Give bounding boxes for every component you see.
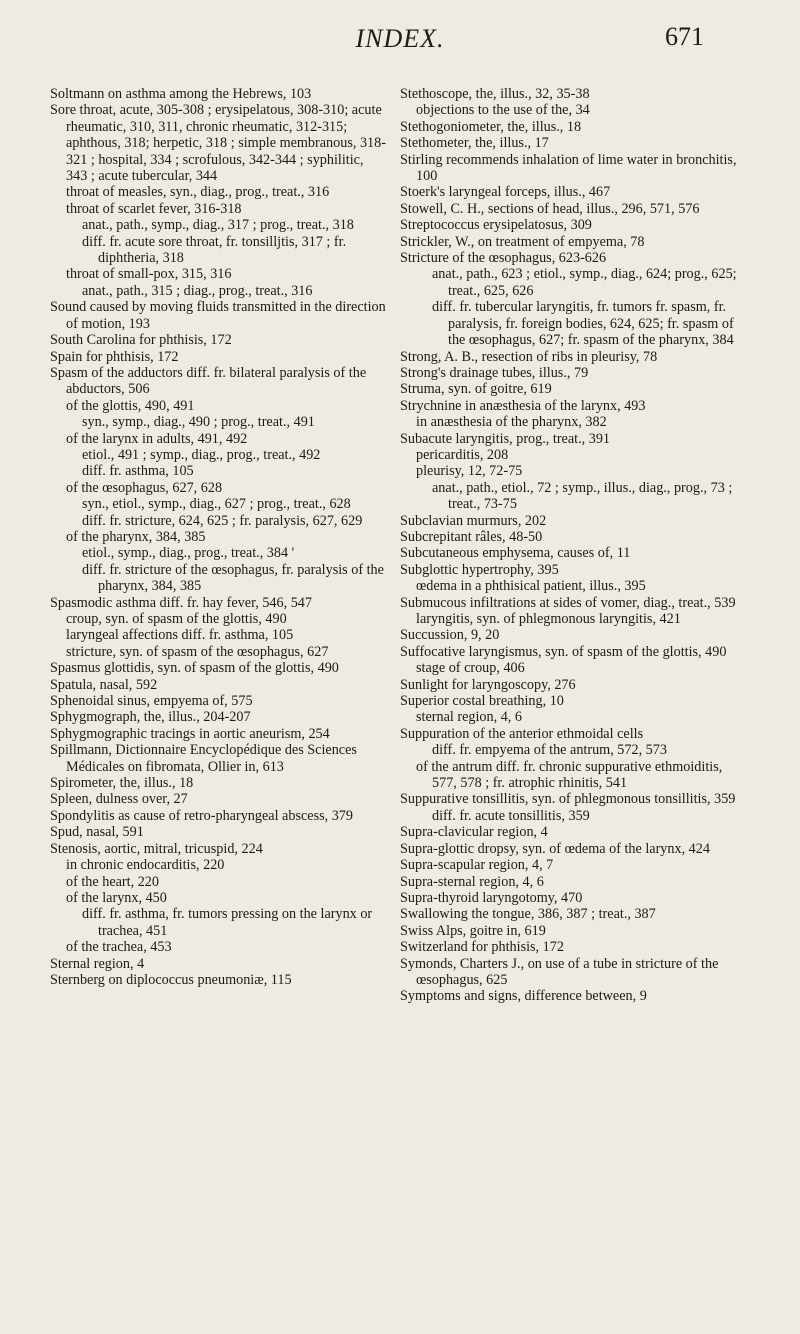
index-entry: Suffocative laryngismus, syn. of spasm of the glottis, 490 <box>400 643 727 660</box>
index-entry: Supra-thyroid laryngotomy, 470 <box>400 889 583 906</box>
index-entry: Soltmann on asthma among the Hebrews, 103 <box>50 86 312 102</box>
index-entry: of the pharynx, 384, 385 <box>66 528 206 545</box>
index-entry: Swallowing the tongue, 386, 387 ; treat., 387 <box>400 906 656 923</box>
index-entry: Sunlight for laryngoscopy, 276 <box>400 676 576 693</box>
index-entry: throat of scarlet fever, 316-318 <box>66 200 242 217</box>
index-entry: Subacute laryngitis, prog., treat., 391 <box>400 430 611 447</box>
index-entry: pleurisy, 12, 72-75 <box>416 463 523 480</box>
right-column <box>400 86 740 1005</box>
index-entry: Symptoms and signs, difference between, 9 <box>400 988 647 1005</box>
index-entry: in chronic endocarditis, 220 <box>66 857 225 874</box>
index-entry: etiol., 491 ; symp., diag., prog., treat., 492 <box>82 446 321 463</box>
index-entry: Submucous infiltrations at sides of vomer, diag., treat., 539 <box>400 594 736 611</box>
index-entry: Spud, nasal, 591 <box>50 824 144 841</box>
index-entry: Symonds, Charters J., on use of a tube in stricture of the œsophagus, 625 <box>400 955 719 988</box>
index-entry: of the heart, 220 <box>66 873 159 890</box>
index-entry: of the trachea, 453 <box>66 939 172 956</box>
index-entry: Suppurative tonsillitis, syn. of phlegmonous tonsillitis, 359 <box>400 791 736 808</box>
index-entry: diff. fr. acute tonsillitis, 359 <box>432 807 590 824</box>
index-entry: Sore throat, acute, 305-308 ; erysipelatous, 308-310; acute rheumatic, 310, 311, chronic rheumatic, 312-315; aphthous, 318; herpetic, 318 ; simple membranous, 318-321 ; hospital, 334 ; scrofulous, 342-344 ; syphilitic, 343 ; acute tubercular, 344 <box>50 102 386 185</box>
page-number: 671 <box>665 22 704 51</box>
index-entry: syn., etiol., symp., diag., 627 ; prog., treat., 628 <box>82 496 351 513</box>
index-entry: anat., path., etiol., 72 ; symp., illus., diag., prog., 73 ; treat., 73-75 <box>432 479 733 513</box>
index-entry: Stenosis, aortic, mitral, tricuspid, 224 <box>50 840 263 857</box>
index-entry: laryngeal affections diff. fr. asthma, 105 <box>66 627 294 644</box>
index-entry: Strong, A. B., resection of ribs in pleurisy, 78 <box>400 348 658 365</box>
index-entry: Spirometer, the, illus., 18 <box>50 775 194 792</box>
index-entry: throat of measles, syn., diag., prog., treat., 316 <box>66 184 330 201</box>
index-entry: Subcrepitant râles, 48-50 <box>400 528 543 545</box>
index-entry: œdema in a phthisical patient, illus., 395 <box>416 578 646 595</box>
index-entry: South Carolina for phthisis, 172 <box>50 332 232 349</box>
index-entry: of the œsophagus, 627, 628 <box>66 479 223 496</box>
index-entry: Spatula, nasal, 592 <box>50 676 158 693</box>
index-entry: Switzerland for phthisis, 172 <box>400 939 564 956</box>
index-entry: of the larynx, 450 <box>66 889 167 906</box>
index-entry: Spillmann, Dictionnaire Encyclopédique des Sciences Médicales on fibromata, Ollier in, 613 <box>50 742 357 775</box>
index-entry: objections to the use of the, 34 <box>416 102 590 119</box>
index-entry: Supra-clavicular region, 4 <box>400 824 548 841</box>
index-entry: Stricture of the œsophagus, 623-626 <box>400 250 607 267</box>
index-entry: diff. fr. stricture of the œsophagus, fr. paralysis of the pharynx, 384, 385 <box>82 561 384 595</box>
index-entry: diff. fr. asthma, 105 <box>82 463 194 480</box>
index-entry: Sphygmograph, the, illus., 204-207 <box>50 709 251 726</box>
index-entry: Subclavian murmurs, 202 <box>400 512 547 529</box>
index-entry: croup, syn. of spasm of the glottis, 490 <box>66 611 287 627</box>
index-entry: diff. fr. acute sore throat, fr. tonsilljtis, 317 ; fr. diphtheria, 318 <box>82 233 347 267</box>
index-entry: Succussion, 9, 20 <box>400 627 500 644</box>
index-entry: Sternal region, 4 <box>50 955 145 972</box>
index-entry: Spain for phthisis, 172 <box>50 348 179 365</box>
index-entry: Sphygmographic tracings in aortic aneurism, 254 <box>50 725 330 742</box>
index-entry: laryngitis, syn. of phlegmonous laryngitis, 421 <box>416 611 681 627</box>
index-entry: anat., path., symp., diag., 317 ; prog., treat., 318 <box>82 217 354 234</box>
left-column <box>50 86 388 988</box>
index-entry: Spasm of the adductors diff. fr. bilateral paralysis of the abductors, 506 <box>50 364 367 398</box>
index-entry: Stoerk's laryngeal forceps, illus., 467 <box>400 184 611 201</box>
running-header-title: INDEX. <box>355 24 445 53</box>
index-entry: Suppuration of the anterior ethmoidal cells <box>400 725 644 742</box>
index-entry: Swiss Alps, goitre in, 619 <box>400 922 546 939</box>
index-entry: Spleen, dulness over, 27 <box>50 791 188 808</box>
index-entry: Stirling recommends inhalation of lime water in bronchitis, 100 <box>400 151 737 185</box>
index-entry: diff. fr. empyema of the antrum, 572, 573 <box>432 742 667 759</box>
index-entry: of the glottis, 490, 491 <box>66 397 195 414</box>
index-entry: Stethogoniometer, the, illus., 18 <box>400 118 582 135</box>
index-entry: Spasmus glottidis, syn. of spasm of the glottis, 490 <box>50 660 339 677</box>
index-entry: Strong's drainage tubes, illus., 79 <box>400 364 589 381</box>
index-entry: sternal region, 4, 6 <box>416 709 522 726</box>
index-entry: Subcutaneous emphysema, causes of, 11 <box>400 545 631 562</box>
index-entry: Sternberg on diplococcus pneumoniæ, 115 <box>50 971 292 988</box>
index-entry: Strychnine in anæsthesia of the larynx, 493 <box>400 397 646 414</box>
index-entry: etiol., symp., diag., prog., treat., 384 ' <box>82 545 295 562</box>
index-entry: stage of croup, 406 <box>416 660 525 677</box>
index-entry: Struma, syn. of goitre, 619 <box>400 381 552 398</box>
index-entry: Supra-sternal region, 4, 6 <box>400 873 544 890</box>
index-entry: Streptococcus erysipelatosus, 309 <box>400 217 592 234</box>
index-entry: pericarditis, 208 <box>416 446 509 463</box>
index-entry: diff. fr. tubercular laryngitis, fr. tumors fr. spasm, fr. paralysis, fr. foreign bodies, 624, 625; fr. spasm of the œsophagus, 627; fr. spasm of the pharynx, 384 <box>432 299 734 349</box>
index-entry: diff. fr. stricture, 624, 625 ; fr. paralysis, 627, 629 <box>82 512 363 529</box>
index-entry: of the antrum diff. fr. chronic suppurative ethmoiditis, 577, 578 ; fr. atrophic rhinitis, 541 <box>416 758 723 792</box>
index-entry: Supra-glottic dropsy, syn. of œdema of the larynx, 424 <box>400 840 710 857</box>
index-entry: Stethometer, the, illus., 17 <box>400 135 549 152</box>
index-entry: Superior costal breathing, 10 <box>400 693 564 710</box>
index-entry: Stethoscope, the, illus., 32, 35-38 <box>400 86 590 102</box>
index-entry: throat of small-pox, 315, 316 <box>66 266 232 283</box>
index-entry: Subglottic hypertrophy, 395 <box>400 561 559 578</box>
index-entry: anat., path., 315 ; diag., prog., treat., 316 <box>82 282 313 299</box>
index-entry: diff. fr. asthma, fr. tumors pressing on the larynx or trachea, 451 <box>82 906 373 939</box>
index-entry: syn., symp., diag., 490 ; prog., treat., 491 <box>82 414 315 431</box>
index-entry: anat., path., 623 ; etiol., symp., diag., 624; prog., 625; treat., 625, 626 <box>432 266 737 299</box>
index-entry: of the larynx in adults, 491, 492 <box>66 430 248 447</box>
index-entry: in anæsthesia of the pharynx, 382 <box>416 414 607 431</box>
index-entry: Spondylitis as cause of retro-pharyngeal abscess, 379 <box>50 807 353 824</box>
index-entry: stricture, syn. of spasm of the œsophagus, 627 <box>66 643 329 660</box>
index-entry: Stowell, C. H., sections of head, illus., 296, 571, 576 <box>400 200 700 217</box>
index-entry: Strickler, W., on treatment of empyema, 78 <box>400 233 645 250</box>
index-entry: Supra-scapular region, 4, 7 <box>400 857 554 874</box>
index-entry: Spasmodic asthma diff. fr. hay fever, 546, 547 <box>50 594 312 611</box>
index-entry: Sphenoidal sinus, empyema of, 575 <box>50 693 253 710</box>
index-entry: Sound caused by moving fluids transmitted in the direction of motion, 193 <box>50 299 386 332</box>
